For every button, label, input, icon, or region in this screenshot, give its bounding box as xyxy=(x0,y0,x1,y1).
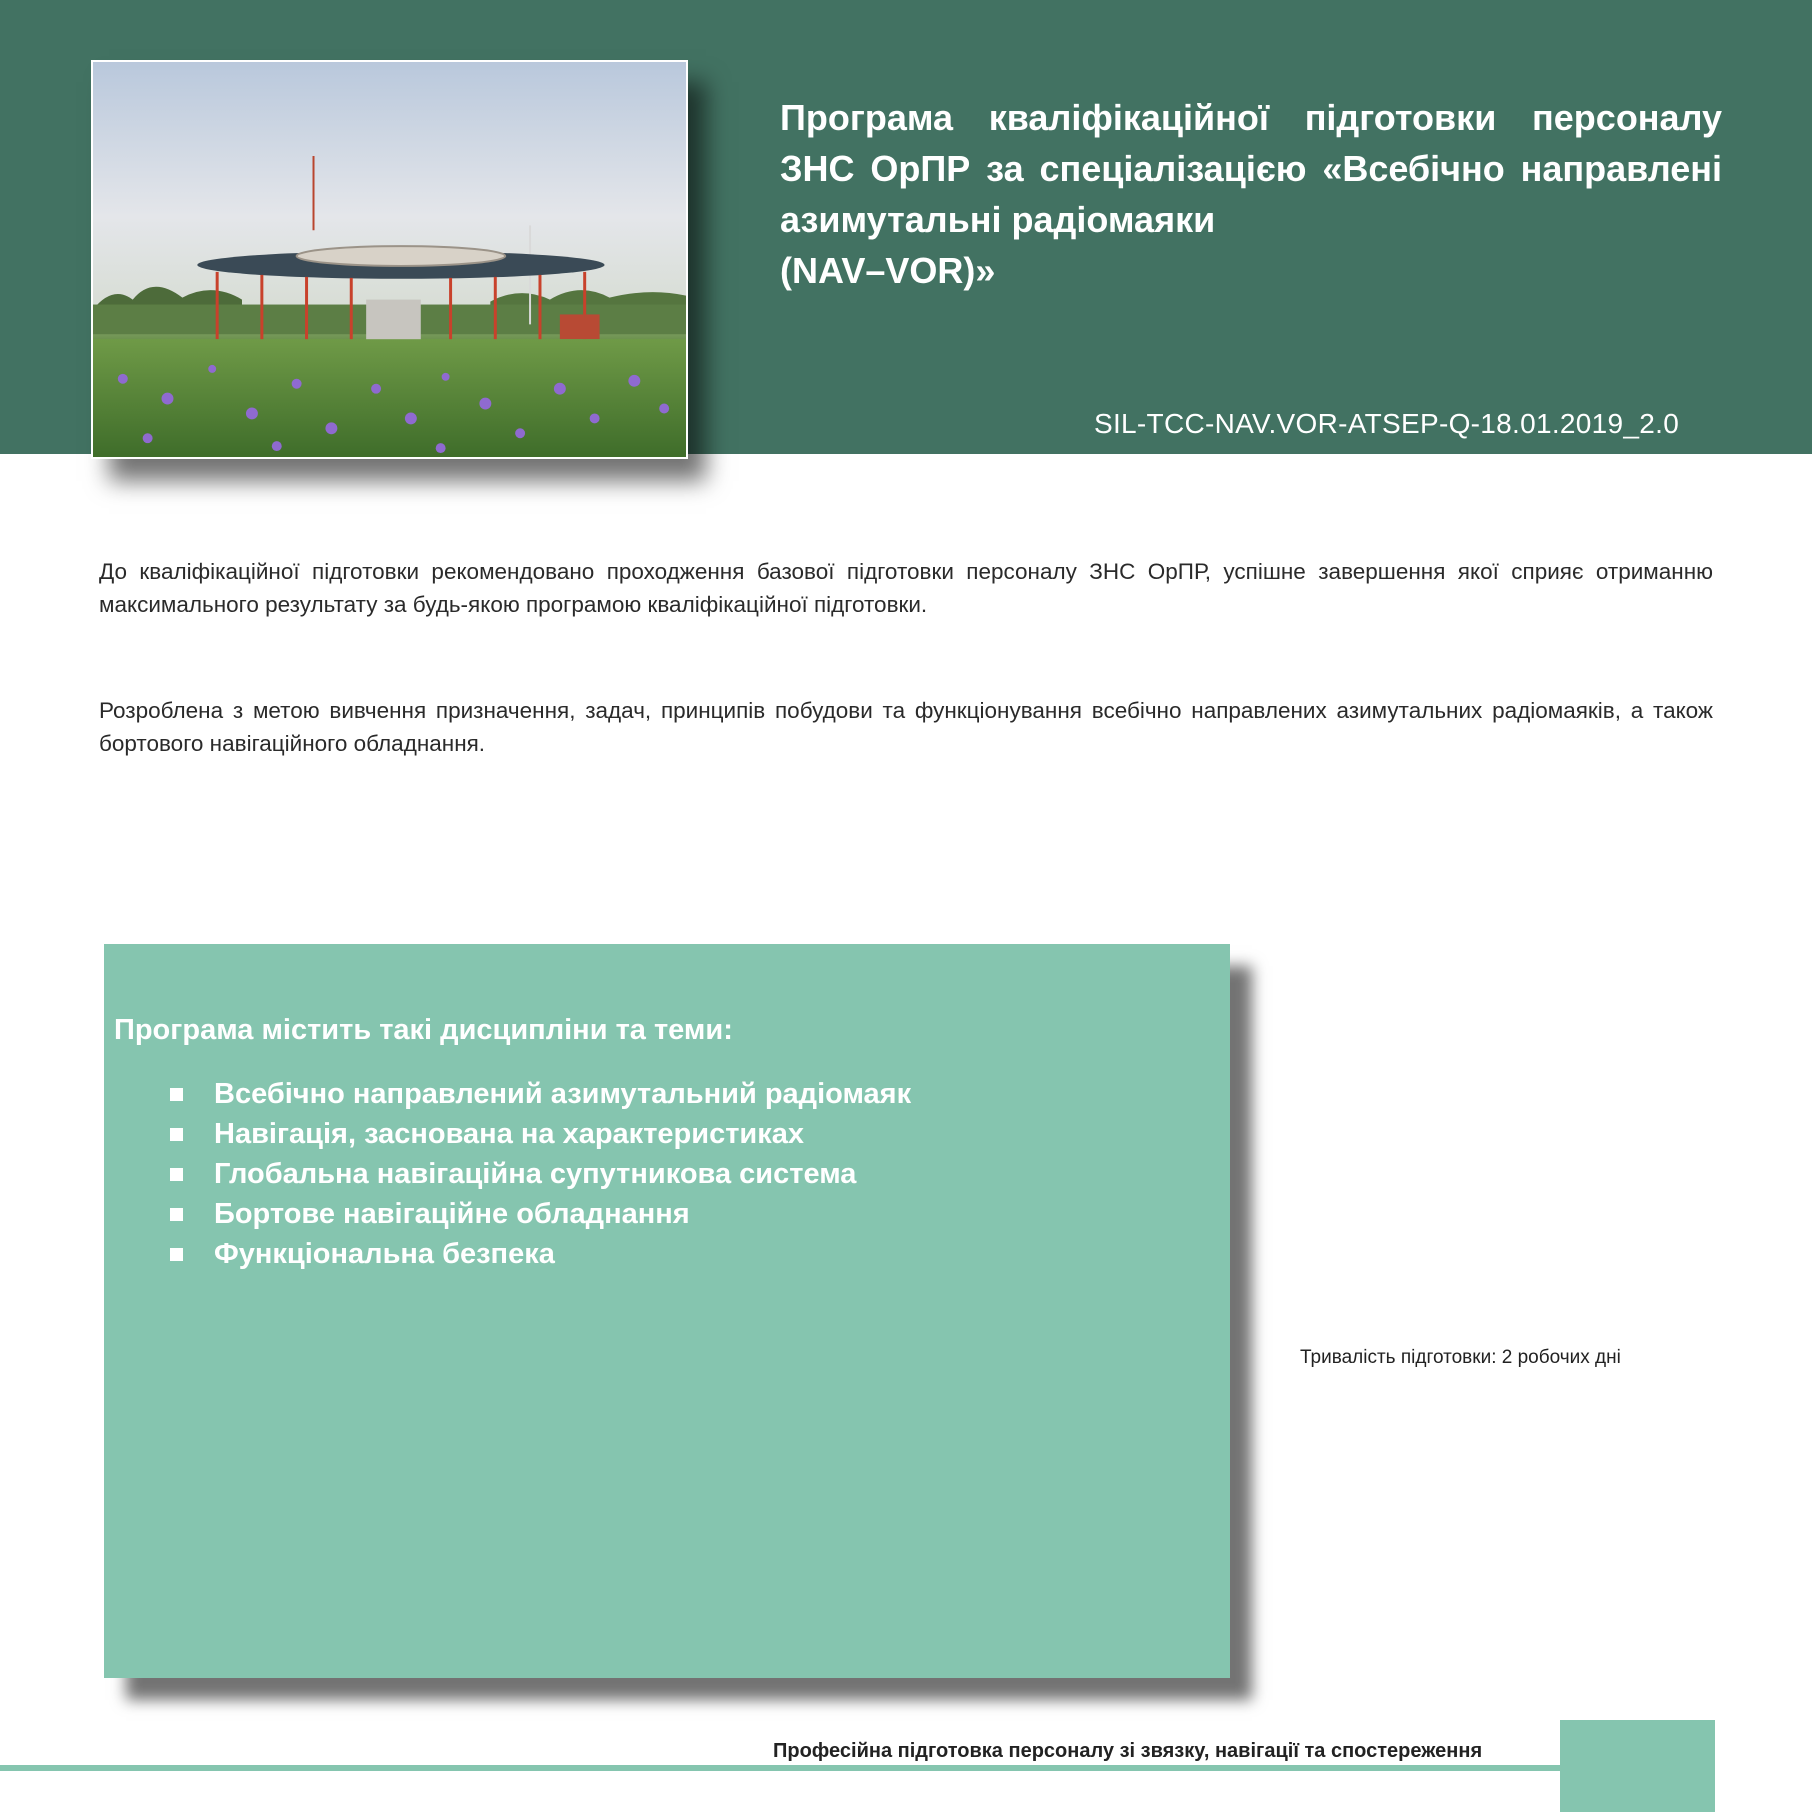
title-line-1: Програма кваліфікаційної підготовки персоналу xyxy=(780,97,1722,138)
topic-label: Навігація, заснована на характеристиках xyxy=(214,1117,804,1150)
footer-accent-block xyxy=(1560,1720,1715,1812)
list-item xyxy=(170,1194,911,1234)
intro-paragraph: До кваліфікаційної підготовки рекомендовано проходження базової підготовки персоналу ЗНС ОрПР, успішне завершення якої сприяє отриманню максимального результату за будь-якою програмою кваліфікаційної підготовки. xyxy=(99,559,1713,617)
square-bullet-icon xyxy=(170,1208,183,1221)
purpose-paragraph: Розроблена з метою вивчення призначення, задач, принципів побудови та функціонування всебічно направлених азимутальних радіомаяків, а також бортового навігаційного обладнання. xyxy=(99,698,1713,756)
title-line-2: ЗНС ОрПР за спеціалізацією «Всебічно направлені xyxy=(780,148,1722,189)
document-code: SIL-TCC-NAV.VOR-ATSEP-Q-18.01.2019_2.0 xyxy=(1094,408,1680,439)
footer-rule xyxy=(0,1765,1560,1771)
title-line-3: азимутальні радіомаяки xyxy=(780,199,1216,240)
program-heading: Програма містить такі дисципліни та теми: xyxy=(114,1014,733,1046)
topic-label: Функціональна безпека xyxy=(214,1237,555,1270)
vor-antenna-photo xyxy=(91,60,688,459)
training-duration: Тривалість підготовки: 2 робочих дні xyxy=(1300,1347,1621,1368)
square-bullet-icon xyxy=(170,1168,183,1181)
topic-label: Бортове навігаційне обладнання xyxy=(214,1197,690,1230)
square-bullet-icon xyxy=(170,1128,183,1141)
program-topics-box xyxy=(104,944,1230,1678)
page-title xyxy=(780,92,1722,296)
square-bullet-icon xyxy=(170,1088,183,1101)
topic-label: Глобальна навігаційна супутникова система xyxy=(214,1157,857,1190)
title-line-4: (NAV–VOR)» xyxy=(780,250,996,291)
list-item xyxy=(170,1074,911,1114)
topic-label: Всебічно направлений азимутальний радіомаяк xyxy=(214,1077,912,1110)
footer-text: Професійна підготовка персоналу зі звязку, навігації та спостереження xyxy=(773,1740,1483,1762)
list-item xyxy=(170,1234,911,1274)
topics-list xyxy=(170,1074,911,1274)
list-item xyxy=(170,1154,911,1194)
list-item xyxy=(170,1114,911,1154)
square-bullet-icon xyxy=(170,1248,183,1261)
